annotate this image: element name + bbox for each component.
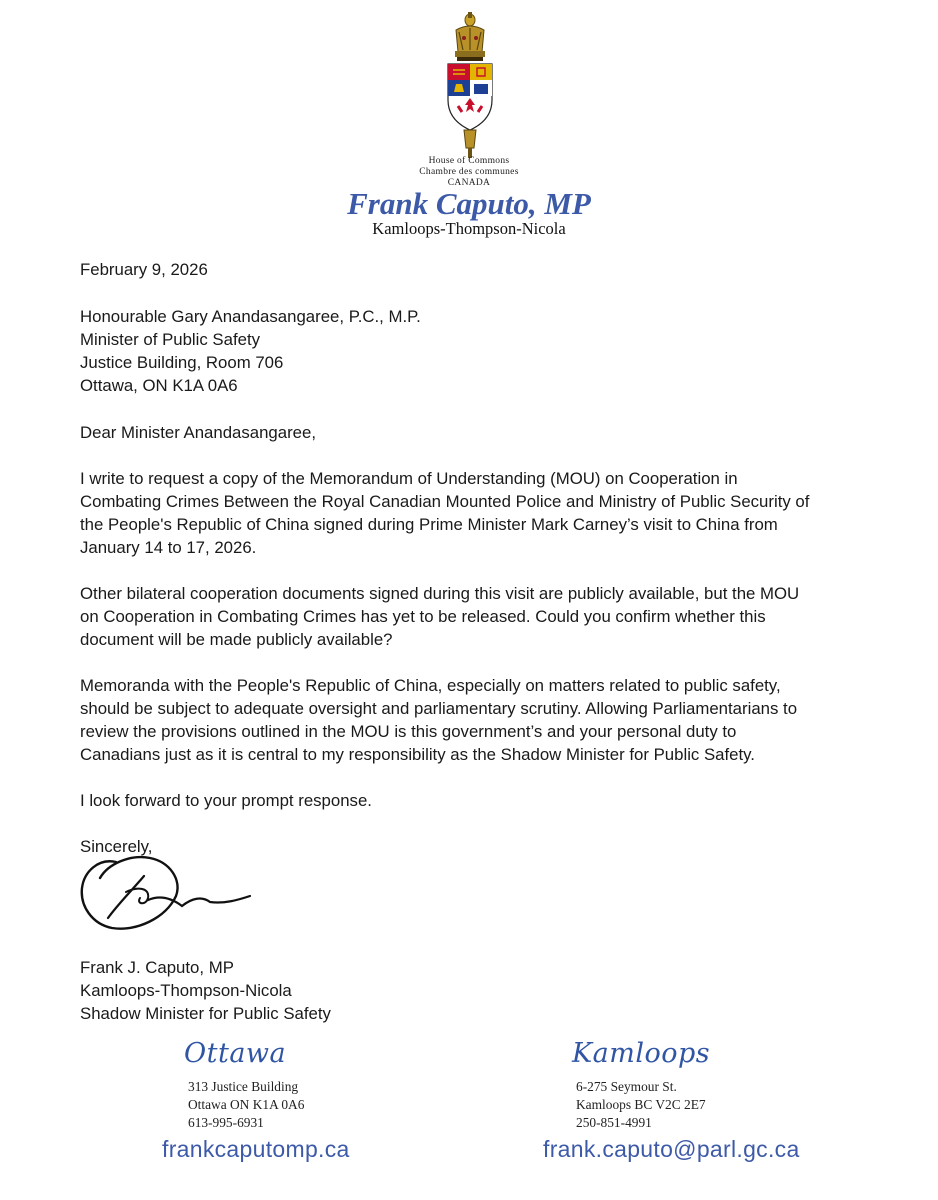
kamloops-phone: 250-851-4991 (576, 1115, 652, 1130)
paragraph-line: should be subject to adequate oversight and parliamentary scrutiny. Allowing Parliamentarians to (80, 699, 798, 718)
ottawa-phone: 613-995-6931 (188, 1115, 264, 1130)
mp-name: Frank Caputo, MP (347, 186, 591, 221)
website-link[interactable]: frankcaputomp.ca (162, 1136, 350, 1162)
house-of-commons-crest (428, 8, 512, 168)
signer-name: Frank J. Caputo, MP (80, 958, 234, 977)
paragraph-line: I look forward to your prompt response. (80, 791, 372, 810)
recipient-city: Ottawa, ON K1A 0A6 (80, 376, 238, 395)
salutation: Dear Minister Anandasangaree, (80, 423, 317, 442)
ottawa-heading: Ottawa (184, 1038, 287, 1069)
paragraph-line: document will be made publicly available? (80, 630, 393, 649)
riding: Kamloops-Thompson-Nicola (372, 219, 566, 238)
kamloops-address-line: 6-275 Seymour St. (576, 1079, 677, 1094)
paragraph-line: I write to request a copy of the Memorandum of Understanding (MOU) on Cooperation in (80, 469, 738, 488)
signature (78, 848, 256, 934)
paragraph-line: Canadians just as it is central to my responsibility as the Shadow Minister for Public Safety. (80, 745, 755, 764)
paragraph-line: Other bilateral cooperation documents signed during this visit are publicly available, but the MOU (80, 584, 800, 603)
email-link[interactable]: frank.caputo@parl.gc.ca (543, 1136, 800, 1162)
recipient-name: Honourable Gary Anandasangaree, P.C., M.P. (80, 307, 421, 326)
paragraph-line: review the provisions outlined in the MOU is this government’s and your personal duty to (80, 722, 737, 741)
ottawa-address-line: 313 Justice Building (188, 1079, 299, 1094)
signer-title: Shadow Minister for Public Safety (80, 1004, 331, 1023)
paragraph-line: Combating Crimes Between the Royal Canadian Mounted Police and Ministry of Public Security of (80, 492, 810, 511)
country: CANADA (447, 178, 491, 188)
kamloops-heading: Kamloops (572, 1038, 711, 1069)
ottawa-address-line: Ottawa ON K1A 0A6 (188, 1097, 305, 1112)
recipient-address: Justice Building, Room 706 (80, 353, 284, 372)
paragraph-line: Memoranda with the People's Republic of China, especially on matters related to public safety, (80, 676, 781, 695)
institution-en: House of Commons (428, 156, 510, 166)
recipient-title: Minister of Public Safety (80, 330, 261, 349)
kamloops-address-line: Kamloops BC V2C 2E7 (576, 1097, 706, 1112)
closing: Sincerely, (80, 837, 153, 856)
paragraph-line: the People's Republic of China signed during Prime Minister Mark Carney’s visit to China from (80, 515, 778, 534)
signer-riding: Kamloops-Thompson-Nicola (80, 981, 292, 1000)
paragraph-line: January 14 to 17, 2026. (80, 538, 257, 557)
letter-date: February 9, 2026 (80, 260, 208, 279)
institution-fr: Chambre des communes (419, 167, 519, 177)
paragraph-line: on Cooperation in Combating Crimes has yet to be released. Could you confirm whether this (80, 607, 766, 626)
